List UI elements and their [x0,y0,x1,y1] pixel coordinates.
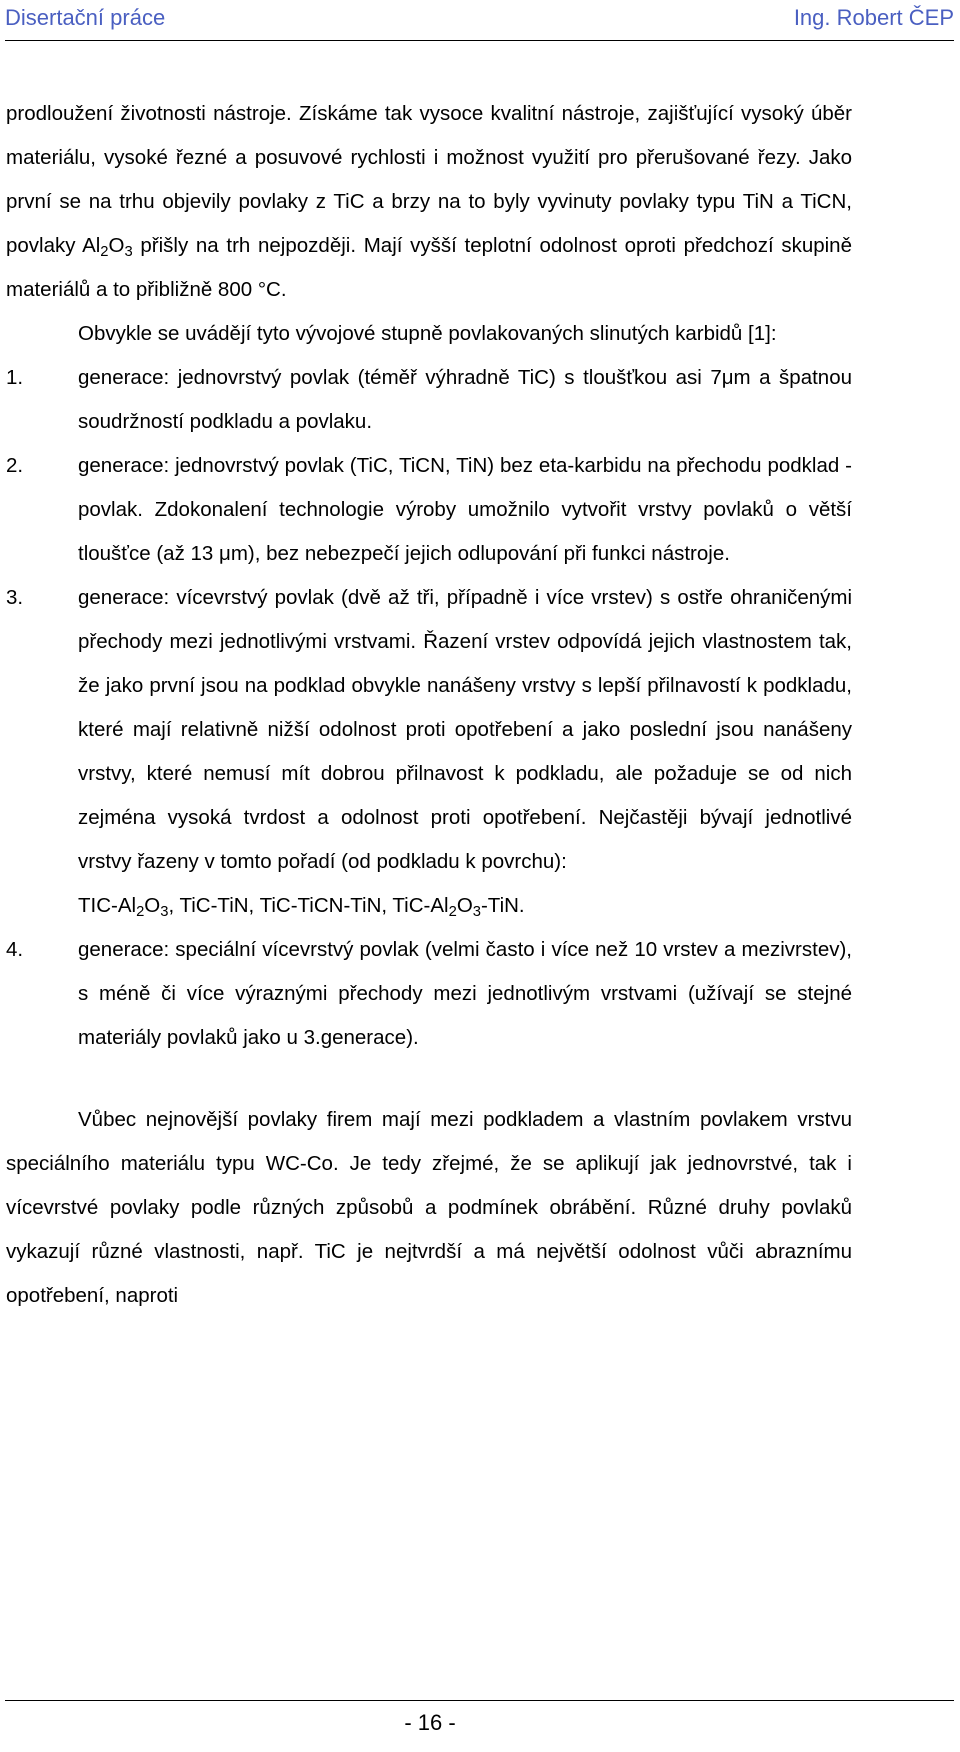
coating-sequence: TIC-$Al_2O_3$, TiC-TiN, TiC-TiCN-TiN, TiC-$Al_2O_3$-TiN. [78,894,525,921]
list-number: 4. [6,938,24,961]
footer-divider [5,1700,954,1701]
header-title: Disertační práce [5,5,166,30]
page-header [5,0,954,36]
paragraph-1: prodloužení životnosti nástroje. Získáme tak vysoce kvalitní nástroje, zajišťující vysoký úběr materiálu, vysoké řezné a posuvové rychlosti i možnost využití pro přerušované řezy. Jako první se na trhu objevily povlaky z TiC a brzy na to byly vyvinuty povlaky typu TiN a TiCN, povlaky $Al_2O_3$ přišly na trh nejpozději. Mají vyšší teplotní odolnost oproti předchozí skupině materiálů a to přibližně 800 °C. [6,102,852,301]
list-text: generace: jednovrstvý povlak (téměř výhradně TiC) s tloušťkou asi 7μm a špatnou soudržností podkladu a povlaku. [78,366,852,433]
list-number: 2. [6,454,24,477]
list-item-1 [6,356,852,444]
paragraph-3: Vůbec nejnovější povlaky firem mají mezi podkladem a vlastním povlakem vrstvu speciálního materiálu typu WC-Co. Je tedy zřejmé, že se aplikují jak jednovrstvé, tak i vícevrstvé povlaky podle různých způsobů a podmínek obrábění. Různé druhy povlaků vykazují různé vlastnosti, např. TiC je nejtvrdší a má největší odolnost vůči abraznímu opotřebení, naproti [6,1108,852,1307]
list-item-4 [6,928,852,1060]
list-number: 3. [6,586,24,609]
page-body [6,92,852,1318]
page-number: - 16 - [404,1710,456,1735]
paragraph-2: Obvykle se uvádějí tyto vývojové stupně povlakovaných slinutých karbidů [1]: [78,322,777,345]
list-item-3 [6,576,852,928]
list-item-2 [6,444,852,576]
list-text: generace: speciální vícevrstvý povlak (velmi často i více než 10 vrstev a mezivrstev), s méně či více výraznými přechody mezi jednotlivým vrstvami (užívají se stejné materiály povlaků jako u 3.generace). [78,938,852,1049]
list-number: 1. [6,366,24,389]
header-author: Ing. Robert ČEP [793,5,954,30]
list-text: generace: jednovrstvý povlak (TiC, TiCN, TiN) bez eta-karbidu na přechodu podklad - povlak. Zdokonalení technologie výroby umožnilo vytvořit vrstvy povlaků o větší tloušťce (až 13 μm), bez nebezpečí jejich odlupování při funkci nástroje. [78,454,852,565]
list-text: generace: vícevrstvý povlak (dvě až tři, případně i více vrstev) s ostře ohraničenými přechody mezi jednotlivými vrstvami. Řazení vrstev odpovídá jejich vlastnostem tak, že jako první jsou na podklad obvykle nanášeny vrstvy s lepší přilnavostí k podkladu, které mají relativně nižší odolnost proti opotřebení a jako poslední jsou nanášeny vrstvy, které nemusí mít dobrou přilnavost k podkladu, ale požaduje se od nich zejména vysoká tvrdost a odolnost proti opotřebení. Nejčastěji bývají jednotlivé vrstvy řazeny v tomto pořadí (od podkladu k povrchu): [78,586,852,873]
header-divider [5,40,954,41]
